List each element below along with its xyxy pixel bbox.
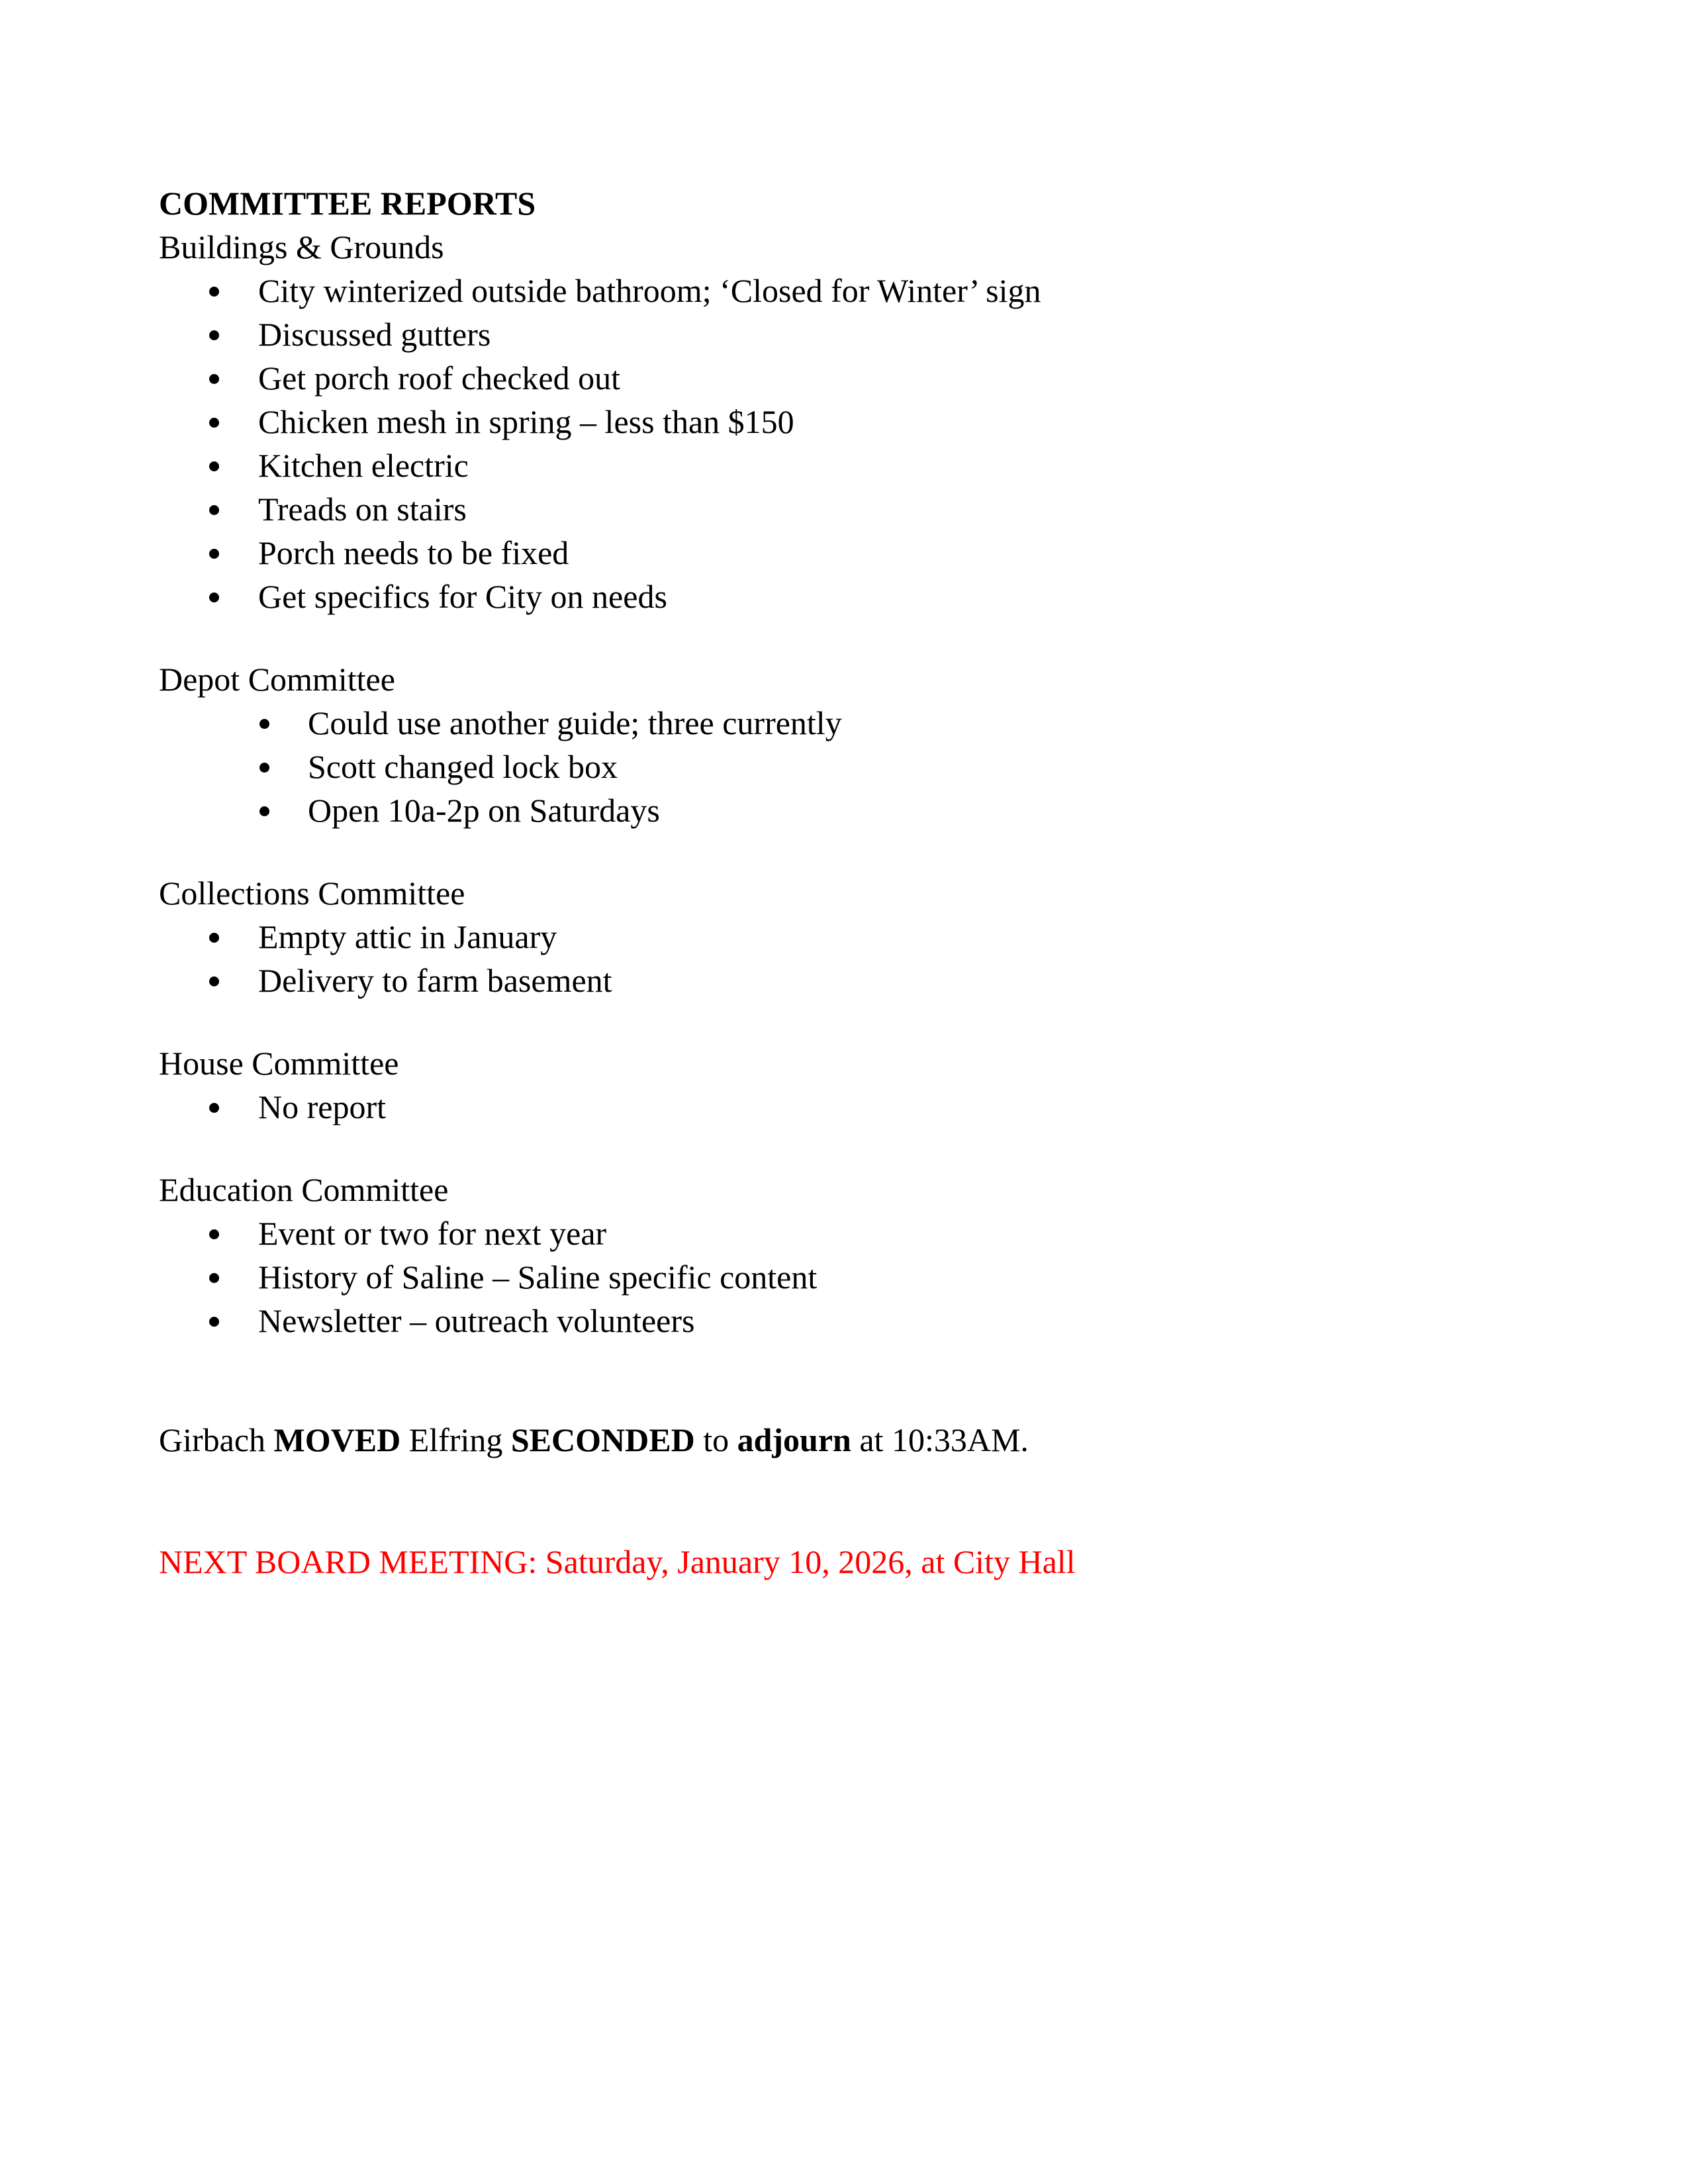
bullet-icon [209, 461, 219, 471]
bullet-icon [209, 593, 219, 602]
collections-committee-list [159, 915, 1529, 1002]
bullet-icon [209, 976, 219, 986]
education-committee-list [159, 1211, 1529, 1343]
bullet-icon [209, 1317, 219, 1327]
bullet-icon [209, 549, 219, 559]
spacer [159, 1343, 1529, 1418]
bullet-icon [209, 330, 219, 340]
list-item: City winterized outside bathroom; ‘Closed for Winter’ sign [159, 269, 1529, 312]
list-item: Kitchen electric [159, 444, 1529, 487]
list-item: No report [159, 1085, 1529, 1129]
depot-committee-title: Depot Committee [159, 661, 395, 698]
bullet-icon [259, 806, 269, 816]
bullet-icon [209, 1103, 219, 1113]
spacer [159, 618, 1529, 657]
bullet-icon [209, 505, 219, 515]
list-item: Treads on stairs [159, 487, 1529, 531]
list-item: Porch needs to be fixed [159, 531, 1529, 575]
bullet-icon [259, 763, 269, 773]
adjourn-motion: Girbach MOVED Elfring SECONDED to adjourn at 10:33AM. [159, 1421, 1029, 1458]
list-item: History of Saline – Saline specific content [159, 1255, 1529, 1299]
bullet-icon [209, 374, 219, 384]
house-committee-title: House Committee [159, 1045, 399, 1082]
spacer [159, 832, 1529, 871]
spacer [159, 1462, 1529, 1540]
spacer [159, 1002, 1529, 1041]
list-item: Discussed gutters [159, 312, 1529, 356]
house-committee-list [159, 1085, 1529, 1129]
document-page [159, 181, 1529, 1584]
next-board-meeting: NEXT BOARD MEETING: Saturday, January 10, 2026, at City Hall [159, 1543, 1076, 1580]
list-item: Get porch roof checked out [159, 356, 1529, 400]
collections-committee-title: Collections Committee [159, 875, 465, 912]
bullet-icon [209, 287, 219, 297]
list-item: Delivery to farm basement [159, 959, 1529, 1002]
spacer [159, 1129, 1529, 1168]
list-item: Empty attic in January [159, 915, 1529, 959]
list-item: Could use another guide; three currently [159, 701, 1529, 745]
bullet-icon [209, 933, 219, 943]
list-item: Chicken mesh in spring – less than $150 [159, 400, 1529, 444]
list-item: Scott changed lock box [159, 745, 1529, 788]
depot-committee-list [159, 701, 1529, 832]
list-item: Newsletter – outreach volunteers [159, 1299, 1529, 1343]
bullet-icon [209, 1229, 219, 1239]
education-committee-title: Education Committee [159, 1171, 449, 1208]
bullet-icon [209, 1273, 219, 1283]
list-item: Event or two for next year [159, 1211, 1529, 1255]
buildings-grounds-title: Buildings & Grounds [159, 228, 444, 265]
list-item: Get specifics for City on needs [159, 575, 1529, 618]
committee-reports-heading: COMMITTEE REPORTS [159, 185, 536, 222]
bullet-icon [259, 719, 269, 729]
list-item: Open 10a-2p on Saturdays [159, 788, 1529, 832]
bullet-icon [209, 418, 219, 428]
buildings-grounds-list [159, 269, 1529, 618]
